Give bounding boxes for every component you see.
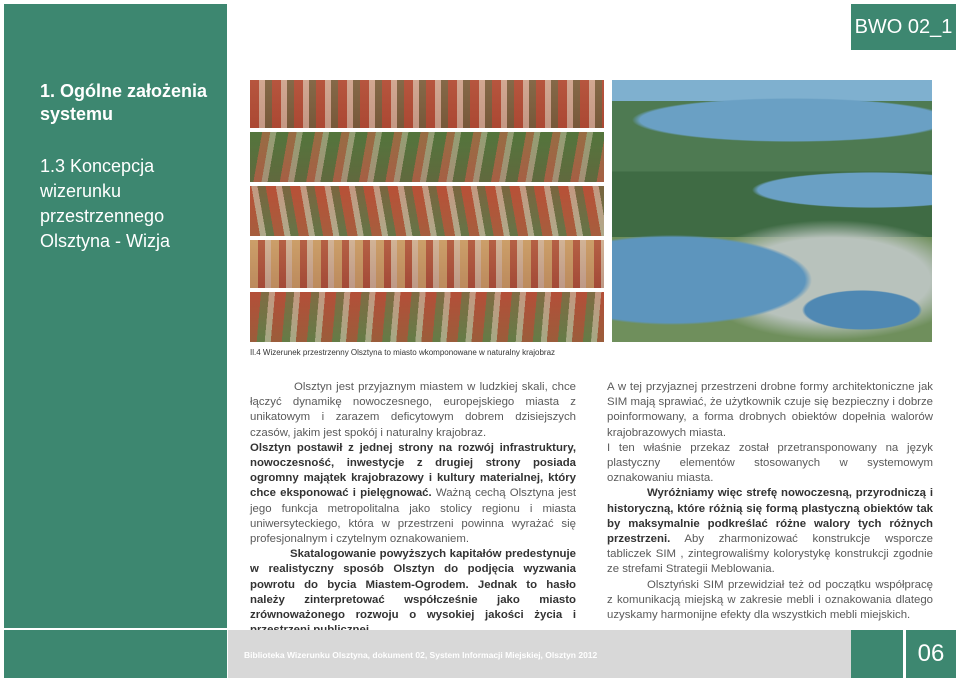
- city-photo-strip-4: [250, 240, 604, 288]
- right-paragraph-3-bold: Wyróżniamy więc strefę nowoczesną, przyrodniczą i historyczną, które różnią się formą plastyczną obiektów tak by maksymalnie podkreślać różne walory tych różnych przestrzeni.: [607, 487, 933, 546]
- left-paragraph-2-bold: Olsztyn postawił z jednej strony na rozwój infrastruktury, nowoczesność, inwestycje z drugiej strony posiada ogromny majątek krajobrazowy i kultury materialnej, który chce eksponować i pielęgnować.: [250, 441, 576, 500]
- right-paragraph-2: I ten właśnie przekaz został przetransponowany na język plastyczny elementów stosowanych w systemowym oznakowaniu miasta.: [607, 441, 933, 485]
- footer-left-block: [4, 630, 227, 678]
- figure-caption: Il.4 Wizerunek przestrzenny Olsztyna to miasto wkomponowane w naturalny krajobraz: [250, 348, 556, 357]
- section-subtitle: 1.3 Koncepcja wizerunku przestrzennego Olsztyna - Wizja: [40, 156, 171, 251]
- left-paragraph-1: Olsztyn jest przyjaznym miastem w ludzkiej skali, chce łączyć dynamikę nowoczesnego, europejskiego miasta z unikatowym i zarazem deficytowym dobrem dzisiejszych czasów, jakim jest spokój i naturalny krajobraz.: [250, 381, 576, 439]
- sidebar-panel: [4, 4, 227, 628]
- left-paragraph-2-text: Ważną cechą Olsztyna jest jego funkcja metropolitalna jako stolicy regionu i miasta uniwersyteckiego, która w przestrzeni powinna wyrażać się profesjonalnym i czytelnym oznakowaniem.: [250, 487, 576, 546]
- left-text-column: [250, 380, 576, 638]
- lakes-aerial-photo: [612, 80, 932, 342]
- city-photo-strip-3: [250, 186, 604, 236]
- footer-text: Biblioteka Wizerunku Olsztyna, dokument 02, System Informacji Miejskiej, Olsztyn 2012: [244, 650, 598, 660]
- footer-accent-block: [851, 630, 903, 678]
- section-title: 1. Ogólne założenia systemu: [40, 81, 208, 124]
- city-photo-strip-5: [250, 292, 604, 342]
- document-code-badge: BWO 02_1: [851, 4, 956, 50]
- page-number: 06: [906, 630, 956, 678]
- right-text-column: [607, 380, 933, 623]
- right-paragraph-3-text: Aby zharmonizować konstrukcje wsporcze tabliczek SIM , zintegrowaliśmy kolorystykę konstrukcji zgodnie ze strefami Strategii Meblowania.: [607, 533, 933, 576]
- left-paragraph-2: [250, 441, 576, 547]
- right-paragraph-4: Olsztyński SIM przewidział też od początku współpracę z komunikacją miejską w zakresie mebli i oznakowania dlatego uzyskamy harmonijne efekty dla wszystkich mebli miejskich.: [607, 578, 933, 622]
- right-paragraph-1: A w tej przyjaznej przestrzeni drobne formy architektoniczne jak SIM mają sprawiać, że użytkownik czuje się bezpieczny i dobrze poinformowany, a forma drobnych obiektów dopełnia walorów krajobrazowych miasta.: [607, 381, 933, 439]
- city-photo-strip-1: [250, 80, 604, 128]
- left-paragraph-3: Skatalogowanie powyższych kapitałów predestynuje w realistyczny sposób Olsztyn do podjęcia wyzwania powrotu do bycia Miastem-Ogrodem. Jednak to hasło należy zinterpretować współcześnie jako miasto zrównoważonego rozwoju o wysokiej jakości życia i: [250, 548, 576, 622]
- city-photo-strip-2: [250, 132, 604, 182]
- right-paragraph-3: [607, 486, 933, 577]
